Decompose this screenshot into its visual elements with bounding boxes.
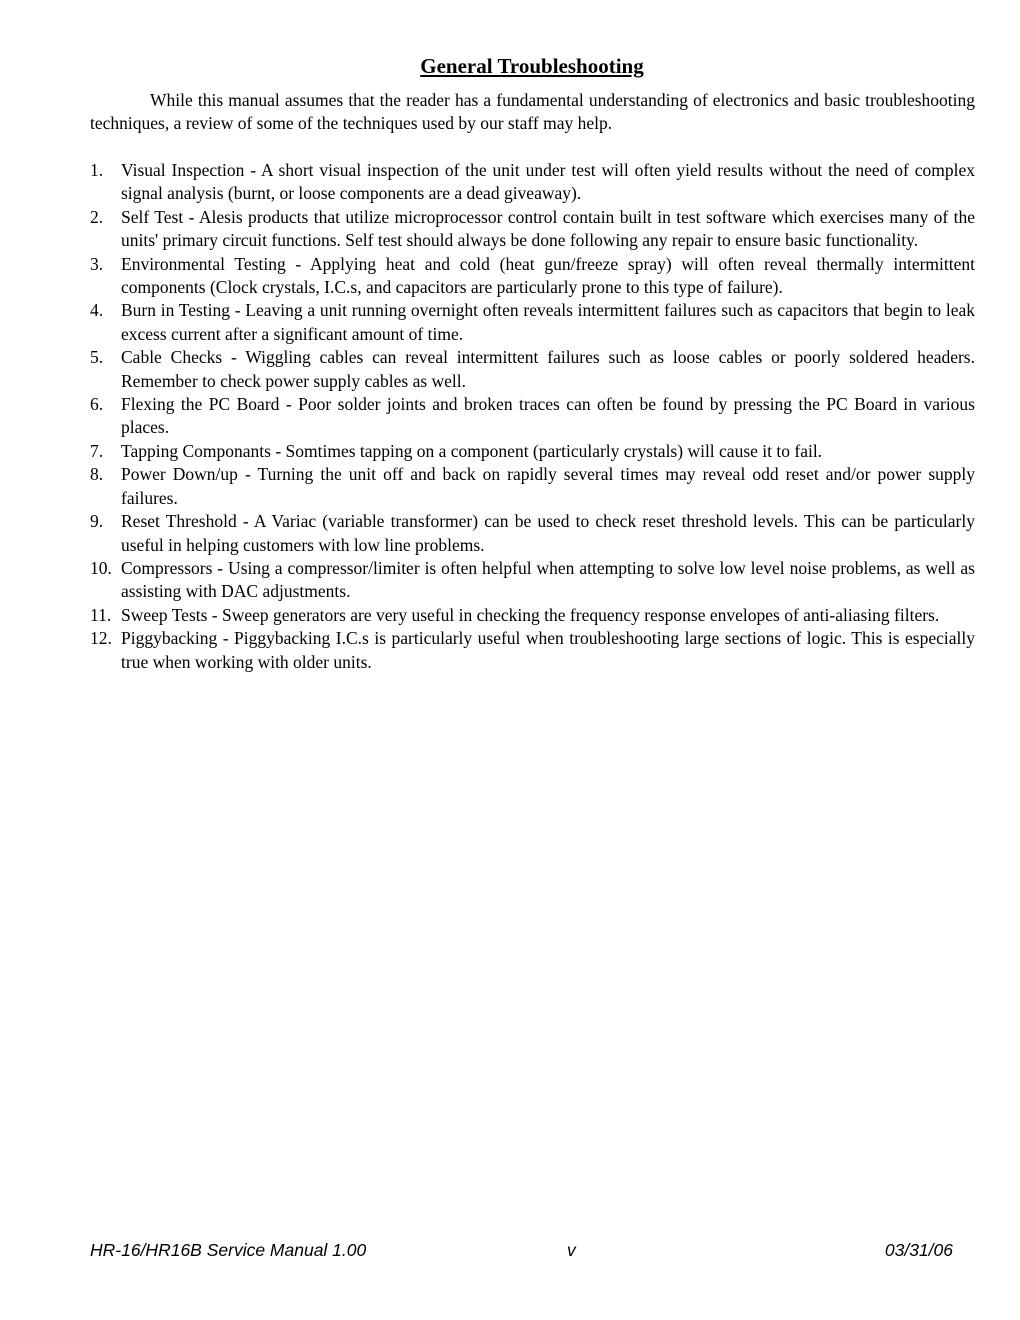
list-item-text: Cable Checks - Wiggling cables can reveal intermittent failures such as loose cables or poorly soldered headers. Remember to check power supply cables as well. (121, 347, 975, 391)
list-item (90, 463, 975, 510)
list-item-number: 7. (90, 440, 104, 461)
list-item-text: Self Test - Alesis products that utilize microprocessor control contain built in test software which exercises many of the units' primary circuit functions. Self test should always be done following any repair to ensure basic functionality. (121, 206, 975, 251)
list-item (90, 604, 975, 627)
list-item (90, 346, 975, 393)
list-item-number: 6. (90, 394, 104, 415)
list-item-text: Reset Threshold - A Variac (variable transformer) can be used to check reset threshold levels. This can be particularly useful in helping customers with low line problems. (121, 511, 975, 555)
list-item-text: Compressors - Using a compressor/limiter is often helpful when attempting to solve low level noise problems, as well as assisting with DAC adjustments. (121, 557, 975, 602)
list-item-number: 8. (90, 464, 104, 485)
list-item (90, 159, 975, 206)
troubleshooting-list (90, 159, 975, 674)
list-item (90, 510, 975, 557)
list-item (90, 440, 975, 463)
footer-page-number: v (567, 1240, 576, 1260)
list-item-text: Tapping Componants - Somtimes tapping on a component (particularly crystals) will cause it to fail. (121, 440, 823, 461)
list-item (90, 299, 975, 346)
list-item-text: Visual Inspection - A short visual inspection of the unit under test will often yield results without the need of complex signal analysis (burnt, or loose components are a dead giveaway). (121, 160, 975, 204)
page-title: General Troubleshooting (420, 54, 644, 79)
list-item-text: Power Down/up - Turning the unit off and back on rapidly several times may reveal odd reset and/or power supply failures. (121, 464, 975, 508)
list-item (90, 627, 975, 674)
list-item (90, 206, 975, 253)
list-item-number: 10. (90, 557, 112, 578)
list-item-text: Sweep Tests - Sweep generators are very useful in checking the frequency response envelopes of anti-aliasing filters. (121, 604, 940, 625)
list-item-number: 9. (90, 511, 104, 532)
list-item (90, 393, 975, 440)
footer-document-title: HR-16/HR16B Service Manual 1.00 (90, 1240, 367, 1260)
list-item (90, 253, 975, 300)
list-item-text: Burn in Testing - Leaving a unit running overnight often reveals intermittent failures such as capacitors that begin to leak excess current after a significant amount of time. (121, 300, 975, 344)
intro-paragraph: While this manual assumes that the reader has a fundamental understanding of electronics and basic troubleshooting techniques, a review of some of the techniques used by our staff may help. (90, 90, 975, 134)
list-item-number: 11. (90, 604, 112, 625)
list-item-number: 3. (90, 253, 104, 274)
list-item-number: 2. (90, 206, 104, 227)
footer-date: 03/31/06 (884, 1240, 953, 1260)
list-item-number: 12. (90, 628, 112, 649)
list-item-number: 1. (90, 160, 104, 180)
list-item-number: 5. (90, 347, 104, 368)
list-item-text: Piggybacking - Piggybacking I.C.s is particularly useful when troubleshooting large sections of logic. This is especially true when working with older units. (121, 628, 975, 672)
list-item (90, 557, 975, 604)
list-item-text: Flexing the PC Board - Poor solder joints and broken traces can often be found by pressing the PC Board in various places. (121, 394, 975, 438)
list-item-number: 4. (90, 300, 104, 321)
list-item-text: Environmental Testing - Applying heat and cold (heat gun/freeze spray) will often reveal thermally intermittent components (Clock crystals, I.C.s, and capacitors are particularly prone to this type of failure). (121, 253, 975, 298)
page-footer (90, 1238, 960, 1262)
